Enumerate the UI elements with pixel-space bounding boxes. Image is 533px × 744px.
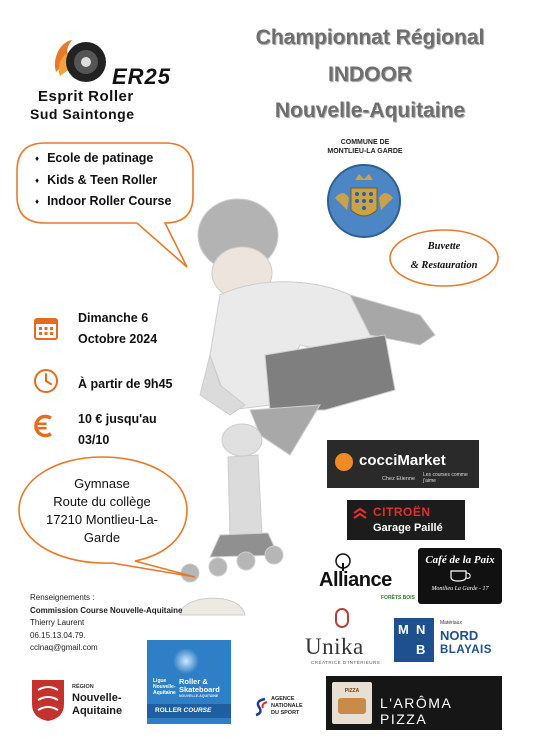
sponsor-brand: CITROËN (373, 505, 431, 519)
mnb-letter: B (416, 642, 426, 657)
price-line2: 03/10 (78, 433, 110, 447)
contact-phone: 06.15.13.04.79. (30, 630, 86, 640)
list-item: ♦ Kids & Teen Roller (35, 173, 171, 195)
commune-label (320, 138, 410, 156)
sponsor-sub: Chez Etienne (382, 476, 416, 482)
sponsor-name: Alliance (319, 569, 392, 591)
sponsor-alliance (307, 553, 415, 603)
sponsor-pre: Matériaux (440, 620, 462, 626)
venue-line2: Route du collège (53, 494, 151, 509)
buvette-line1: Buvette (427, 241, 461, 252)
chevron-logo-icon (352, 506, 368, 522)
sponsor-citroen (347, 500, 465, 540)
date-line1: Dimanche 6 (78, 311, 149, 325)
commune-line2: MONTLIEU-LA GARDE (327, 148, 403, 155)
euro-icon (31, 413, 57, 439)
venue-line1: Gymnase (74, 476, 130, 491)
mnb-letter: N (416, 622, 426, 637)
sponsor-name: Café de la Paix (425, 554, 495, 566)
mnb-logo-box (394, 618, 434, 662)
price-line1: 10 € jusqu'au (78, 412, 157, 426)
sponsor-sub: CRÉATRICE D'INTÉRIEURS (311, 660, 381, 665)
sponsor-aroma (326, 676, 502, 730)
sponsor-tagline: Les courses comme j'aime (423, 472, 468, 484)
league-sub: NOUVELLE-AQUITAINE (179, 694, 219, 698)
brand-text: ER25 (112, 64, 172, 89)
title-line2: INDOOR (328, 63, 412, 86)
pic-text: PIZZA (344, 688, 360, 694)
commune-line1: COMMUNE DE (340, 139, 390, 146)
ans-logo-icon (253, 696, 269, 718)
list-item: ♦ Ecole de patinage (35, 151, 171, 173)
sponsor-coccimarket (327, 440, 479, 488)
region-name-line1: Nouvelle- (72, 692, 122, 704)
mnb-letter: M (398, 622, 409, 637)
sponsor-name: Garage Paillé (373, 522, 443, 534)
activities-list (35, 151, 171, 216)
cup-icon (448, 569, 472, 583)
title-line1: Championnat Régional (255, 26, 485, 49)
contact-name: Thierry Laurent (30, 618, 85, 627)
sponsor-mnb (390, 612, 515, 668)
calendar-icon (33, 315, 59, 341)
venue-bubble (17, 455, 187, 575)
unika-mark-icon (335, 608, 349, 628)
sponsor-unika (303, 606, 383, 666)
sponsor-name-line1: NORD (440, 628, 479, 643)
contact-org: Commission Course Nouvelle-Aquitaine (30, 605, 183, 615)
buvette-line2: & Restauration (410, 260, 478, 271)
venue-address (17, 475, 187, 547)
sponsor-ans (253, 690, 323, 730)
club-name-line2: Sud Saintonge (30, 106, 135, 122)
list-item: ♦ Indoor Roller Course (35, 194, 171, 216)
sponsor-name: Unika (305, 634, 364, 659)
commune-seal-icon (325, 160, 403, 238)
activities-bubble (23, 143, 193, 228)
venue-line4: Garde (83, 530, 121, 545)
ans-line2: NATIONALE (271, 703, 303, 709)
sponsor-cafe (418, 548, 502, 604)
bar-word2: COURSE (183, 707, 212, 714)
bar-word1: ROLLER (155, 707, 182, 714)
sponsor-name-line2: BLAYAIS (440, 644, 492, 656)
sponsor-sub: FORÊTS BOIS (381, 595, 415, 601)
title-line3: Nouvelle-Aquitaine (274, 99, 466, 122)
ellipse-shape (388, 228, 500, 288)
event-date (78, 308, 157, 350)
league-title: Roller & Skateboard (179, 677, 220, 694)
date-line2: Octobre 2024 (78, 332, 158, 346)
sponsor-region (30, 676, 130, 726)
buvette-bubble (388, 228, 500, 288)
clock-icon (33, 368, 59, 394)
ans-line3: DU SPORT (271, 710, 300, 716)
sponsor-name: L'ARÔMA PIZZA (380, 695, 452, 727)
event-time: À partir de 9h45 (78, 377, 173, 391)
ladybug-icon (335, 453, 353, 471)
region-name-line2: Aquitaine (72, 705, 123, 717)
wheel-flame-icon (50, 32, 108, 90)
pizza-icon (338, 698, 366, 714)
club-name-line1: Esprit Roller (38, 88, 134, 105)
contact-email: cclnaq@gmail.com (30, 643, 98, 652)
venue-line3: 17210 Montlieu-La- (45, 512, 159, 527)
ans-line1: AGENCE (271, 696, 295, 702)
league-bar-text (155, 707, 211, 714)
event-price (78, 409, 157, 451)
pizza-box-icon (332, 682, 372, 724)
region-pre: RÉGION (72, 684, 94, 690)
league-name: Ligue Nouvelle-Aquitaine (153, 678, 176, 696)
star-glow-icon (173, 648, 199, 674)
ans-text (271, 696, 303, 717)
sponsor-sub: Montlieu La Garde - 17 (431, 586, 489, 592)
sponsor-name: cocciMarket (359, 452, 446, 469)
contact-heading: Renseignements : (30, 593, 95, 602)
region-shield-icon (30, 678, 66, 722)
club-logo (30, 28, 190, 120)
sponsor-ligue-roller (147, 640, 231, 724)
